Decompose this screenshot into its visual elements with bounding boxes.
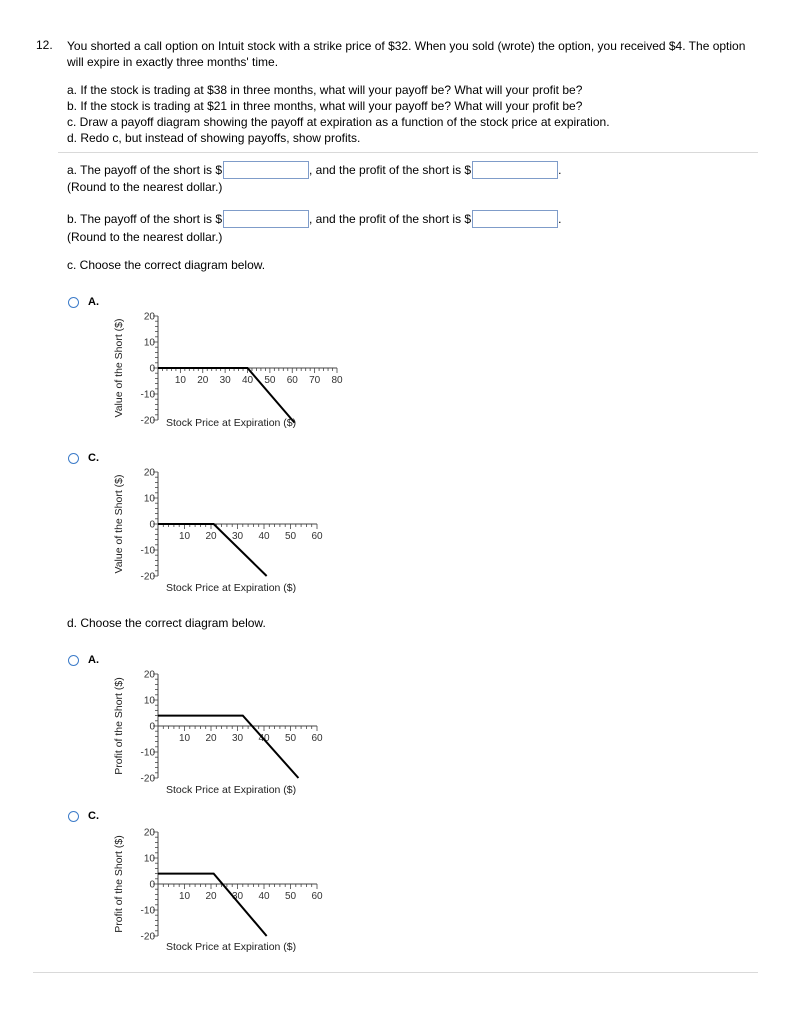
part-d-label: d. Choose the correct diagram below. — [67, 616, 266, 630]
chart-cC-x-tick-label: 50 — [284, 531, 297, 542]
answer-a-line — [67, 159, 561, 179]
question-prompt: You shorted a call option on Intuit stock with a strike price of $32. When you sold (wrote) the option, you received $4. The option will expire in exactly three months' time. — [67, 39, 746, 69]
chart-cA-y-axis-label: Value of the Short ($) — [113, 318, 125, 418]
chart-dA-x-tick-label: 30 — [231, 733, 244, 744]
option-d-a-letter: A. — [88, 654, 99, 666]
answer-a-middle: , and the profit of the short is $ — [309, 162, 472, 177]
chart-cA-y-tick-label: 10 — [143, 337, 155, 349]
option-d-a-radio[interactable] — [68, 655, 79, 666]
part-d-text: d. Redo c, but instead of showing payoffs, show profits. — [67, 131, 361, 145]
chart-dA-y-tick-label: 0 — [149, 721, 155, 733]
chart-cC-x-tick-label: 30 — [231, 531, 244, 542]
option-c-a-radio[interactable] — [68, 297, 79, 308]
chart-cA-y-tick-label: 20 — [143, 311, 155, 323]
part-c-label: c. Choose the correct diagram below. — [67, 258, 266, 272]
answer-a-prefix: a. The payoff of the short is $ — [67, 162, 222, 177]
chart-cA-y-tick-label: -10 — [140, 389, 155, 401]
chart-dC-series-line — [158, 874, 267, 936]
chart-cC-x-tick-label: 20 — [205, 531, 217, 542]
chart-d-c — [105, 820, 355, 960]
chart-d-a — [105, 665, 355, 805]
chart-dA-x-tick-label: 40 — [258, 733, 270, 744]
chart-dA-x-tick-label: 50 — [284, 733, 297, 744]
chart-cA-y-tick-label: 0 — [149, 363, 155, 375]
answer-a-payoff-input[interactable] — [223, 161, 309, 179]
option-c-a-letter: A. — [88, 296, 99, 308]
answer-a-suffix: . — [558, 162, 562, 177]
answer-b-middle: , and the profit of the short is $ — [309, 211, 472, 226]
question-parts — [67, 82, 610, 146]
chart-dA-x-tick-label: 20 — [205, 733, 217, 744]
option-c-c-letter: C. — [88, 452, 99, 464]
chart-dA-x-tick-label: 60 — [311, 733, 323, 744]
chart-c-a — [105, 312, 355, 437]
chart-cA-x-tick-label: 70 — [309, 375, 321, 386]
chart-cC-y-tick-label: -20 — [140, 571, 155, 583]
chart-cC-y-tick-label: 20 — [143, 467, 155, 479]
chart-cC-x-tick-label: 10 — [178, 531, 191, 542]
answer-b-payoff-input[interactable] — [223, 210, 309, 228]
chart-cA-x-tick-label: 30 — [219, 375, 231, 386]
answer-b-suffix: . — [558, 211, 562, 226]
answer-a-profit-input[interactable] — [472, 161, 558, 179]
answer-b-prefix: b. The payoff of the short is $ — [67, 211, 222, 226]
chart-cC-y-tick-label: 0 — [149, 519, 155, 531]
chart-cA-x-tick-label: 50 — [264, 375, 276, 386]
chart-cC-y-tick-label: -10 — [140, 545, 155, 557]
chart-dC-x-tick-label: 50 — [284, 891, 297, 902]
chart-dA-y-tick-label: -10 — [140, 747, 155, 759]
chart-dC-y-tick-label: -20 — [140, 931, 155, 943]
chart-dC-y-tick-label: 10 — [143, 853, 155, 865]
part-c-text: c. Draw a payoff diagram showing the payoff at expiration as a function of the stock price at expiration. — [67, 115, 610, 129]
chart-cA-x-tick-label: 10 — [174, 375, 186, 386]
chart-dC-x-tick-label: 60 — [311, 891, 323, 902]
chart-dC-x-tick-label: 40 — [258, 891, 270, 902]
chart-cC-x-tick-label: 60 — [311, 531, 323, 542]
part-a-text: a. If the stock is trading at $38 in three months, what will your payoff be? What will your profit be? — [67, 83, 583, 97]
chart-dA-series-line — [158, 716, 298, 778]
chart-cA-y-tick-label: -20 — [140, 415, 155, 427]
chart-dC-x-tick-label: 30 — [231, 891, 244, 902]
chart-cA-x-axis-label: Stock Price at Expiration ($) — [166, 417, 297, 429]
chart-dC-x-tick-label: 10 — [178, 891, 191, 902]
chart-dC-y-tick-label: 0 — [149, 879, 155, 891]
divider-bottom — [33, 972, 758, 973]
chart-dA-x-tick-label: 10 — [178, 733, 191, 744]
chart-dA-y-tick-label: 20 — [143, 669, 155, 681]
option-d-c-radio[interactable] — [68, 811, 79, 822]
chart-cA-x-tick-label: 20 — [197, 375, 209, 386]
chart-dC-y-tick-label: -10 — [140, 905, 155, 917]
chart-dC-y-tick-label: 20 — [143, 827, 155, 839]
option-c-c-radio[interactable] — [68, 453, 79, 464]
answer-b-note: (Round to the nearest dollar.) — [67, 230, 223, 244]
chart-cA-x-tick-label: 60 — [286, 375, 298, 386]
answer-b-line — [67, 208, 561, 228]
chart-dA-y-tick-label: 10 — [143, 695, 155, 707]
chart-cC-x-tick-label: 40 — [258, 531, 270, 542]
chart-dC-x-axis-label: Stock Price at Expiration ($) — [166, 941, 297, 953]
chart-dC-x-tick-label: 20 — [205, 891, 217, 902]
chart-c-c — [105, 462, 355, 602]
divider-top — [58, 152, 758, 153]
chart-cA-x-tick-label: 80 — [331, 375, 343, 386]
question-number: 12. — [36, 38, 53, 52]
chart-cC-x-axis-label: Stock Price at Expiration ($) — [166, 582, 297, 594]
chart-dA-y-tick-label: -20 — [140, 773, 155, 785]
answer-a-note: (Round to the nearest dollar.) — [67, 180, 223, 194]
chart-cA-x-tick-label: 40 — [241, 375, 254, 386]
chart-dA-y-axis-label: Profit of the Short ($) — [113, 677, 125, 775]
chart-cC-y-axis-label: Value of the Short ($) — [113, 474, 125, 574]
answer-b-profit-input[interactable] — [472, 210, 558, 228]
chart-dC-y-axis-label: Profit of the Short ($) — [113, 835, 125, 933]
chart-dA-x-axis-label: Stock Price at Expiration ($) — [166, 784, 297, 796]
chart-cC-y-tick-label: 10 — [143, 493, 155, 505]
option-d-c-letter: C. — [88, 810, 99, 822]
part-b-text: b. If the stock is trading at $21 in three months, what will your payoff be? What will your profit be? — [67, 99, 583, 113]
